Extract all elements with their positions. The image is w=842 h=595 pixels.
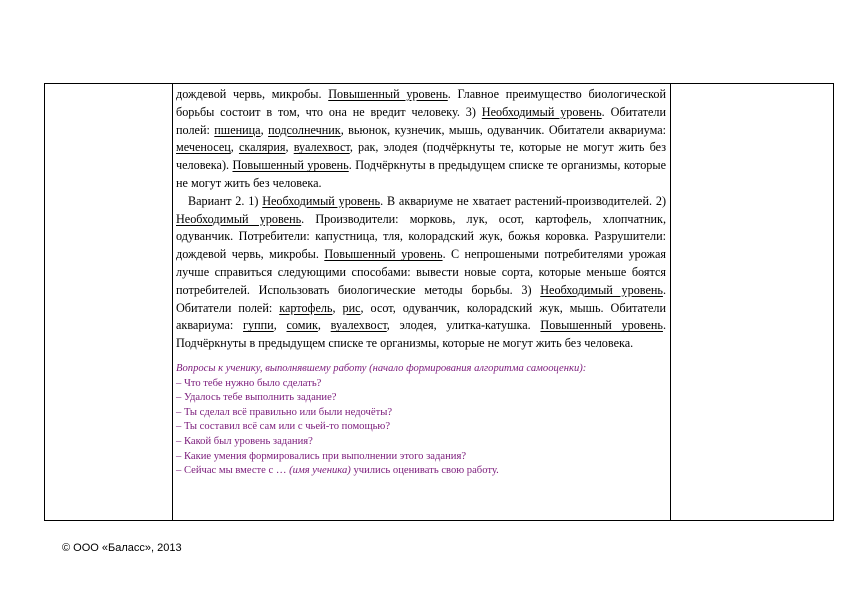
organism-term: скалярия xyxy=(238,140,286,155)
text-run: , элодея, улитка-катушка. xyxy=(386,318,541,333)
question-item: – Что тебе нужно было сделать? xyxy=(176,377,322,389)
level-label: Повышенный уровень xyxy=(324,247,443,262)
question-item: – Ты сделал всё правильно или были недочёты? xyxy=(176,406,393,418)
text-run: , xyxy=(317,318,331,333)
organism-term: рис xyxy=(342,300,361,315)
level-label: Повышенный уровень xyxy=(540,318,663,333)
text-run: . Обитатели полей: xyxy=(176,104,666,137)
text-run: . Производители: морковь, лук, осот, картофель, хлопчатник, одуванчик. Потребители: капустница, тля, колорадский жук, божья коровка. Разрушители: дождевой червь, микробы. xyxy=(176,211,666,262)
text-run: учились оценивать свою работу. xyxy=(350,465,499,477)
level-label: Повышенный уровень xyxy=(328,87,448,101)
text-run: , рак, элодея (подчёркнуты те, которые не могут жить без человека). xyxy=(176,140,667,173)
answer-cell xyxy=(176,86,666,479)
text-run: Вариант 2. 1) xyxy=(188,193,263,208)
level-label: Необходимый уровень xyxy=(262,193,381,208)
question-item: – Какие умения формировались при выполнении этого задания? xyxy=(176,450,467,462)
organism-term: подсолнечник xyxy=(268,122,341,137)
assessment-table xyxy=(44,83,834,521)
text-run: дождевой червь, микробы. xyxy=(176,87,329,101)
column-divider xyxy=(172,84,173,520)
column-divider xyxy=(670,84,671,520)
organism-term: вуалехвост xyxy=(293,140,350,155)
text-run: . Главное преимущество биологической борьбы состоит в том, что она не вредит человеку. 3) xyxy=(176,87,666,119)
questions-title: Вопросы к ученику, выполнявшему работу (начало формирования алгоритма самооценки): xyxy=(176,362,587,374)
organism-term: меченосец xyxy=(176,140,231,155)
student-name-placeholder: (имя ученика) xyxy=(289,465,351,477)
level-label: Необходимый уровень xyxy=(481,104,602,119)
organism-term: сомик xyxy=(286,318,318,333)
text-run: , xyxy=(285,140,294,155)
self-assessment-questions xyxy=(176,362,666,479)
text-run: , xyxy=(273,318,287,333)
question-item xyxy=(176,464,666,479)
text-run: . В аквариуме не хватает растений-производителей. 2) xyxy=(380,193,667,208)
variant-1-paragraph xyxy=(176,86,666,193)
question-item: – Какой был уровень задания? xyxy=(176,435,313,447)
question-item: – Ты составил всё сам или с чьей-то помощью? xyxy=(176,421,391,433)
text-run: . С непрошеными потребителями урожая лучше справиться следующими способами: вывести новые сорта, которые меньше боятся потребителей. Использовать биологические методы борьбы. 3) xyxy=(176,247,666,297)
organism-term: гуппи xyxy=(243,318,274,333)
organism-term: пшеница xyxy=(214,122,261,137)
text-run: . Подчёркнуты в предыдущем списке те организмы, которые не могут жить без человека. xyxy=(176,158,667,190)
level-label: Повышенный уровень xyxy=(232,158,349,173)
variant-2-paragraph xyxy=(176,193,666,353)
organism-term: вуалехвост xyxy=(330,318,387,333)
text-run: . Подчёркнуты в предыдущем списке те организмы, которые не могут жить без человека. xyxy=(176,318,667,351)
question-item: – Удалось тебе выполнить задание? xyxy=(176,392,337,404)
text-run: , xyxy=(332,300,343,315)
text-run: , xyxy=(260,122,269,137)
text-run: , вьюнок, кузнечик, мышь, одуванчик. Обитатели аквариума: xyxy=(340,122,667,137)
level-label: Необходимый уровень xyxy=(540,282,663,297)
organism-term: картофель xyxy=(279,300,333,315)
level-label: Необходимый уровень xyxy=(176,211,302,226)
text-run: , xyxy=(230,140,239,155)
copyright-footer: © ООО «Баласс», 2013 xyxy=(62,542,182,554)
text-run: , осот, одуванчик, колорадский жук, мышь. Обитатели аквариума: xyxy=(176,300,666,333)
text-run: – Сейчас мы вместе с … xyxy=(176,465,290,477)
text-run: . Обитатели полей: xyxy=(176,282,667,315)
